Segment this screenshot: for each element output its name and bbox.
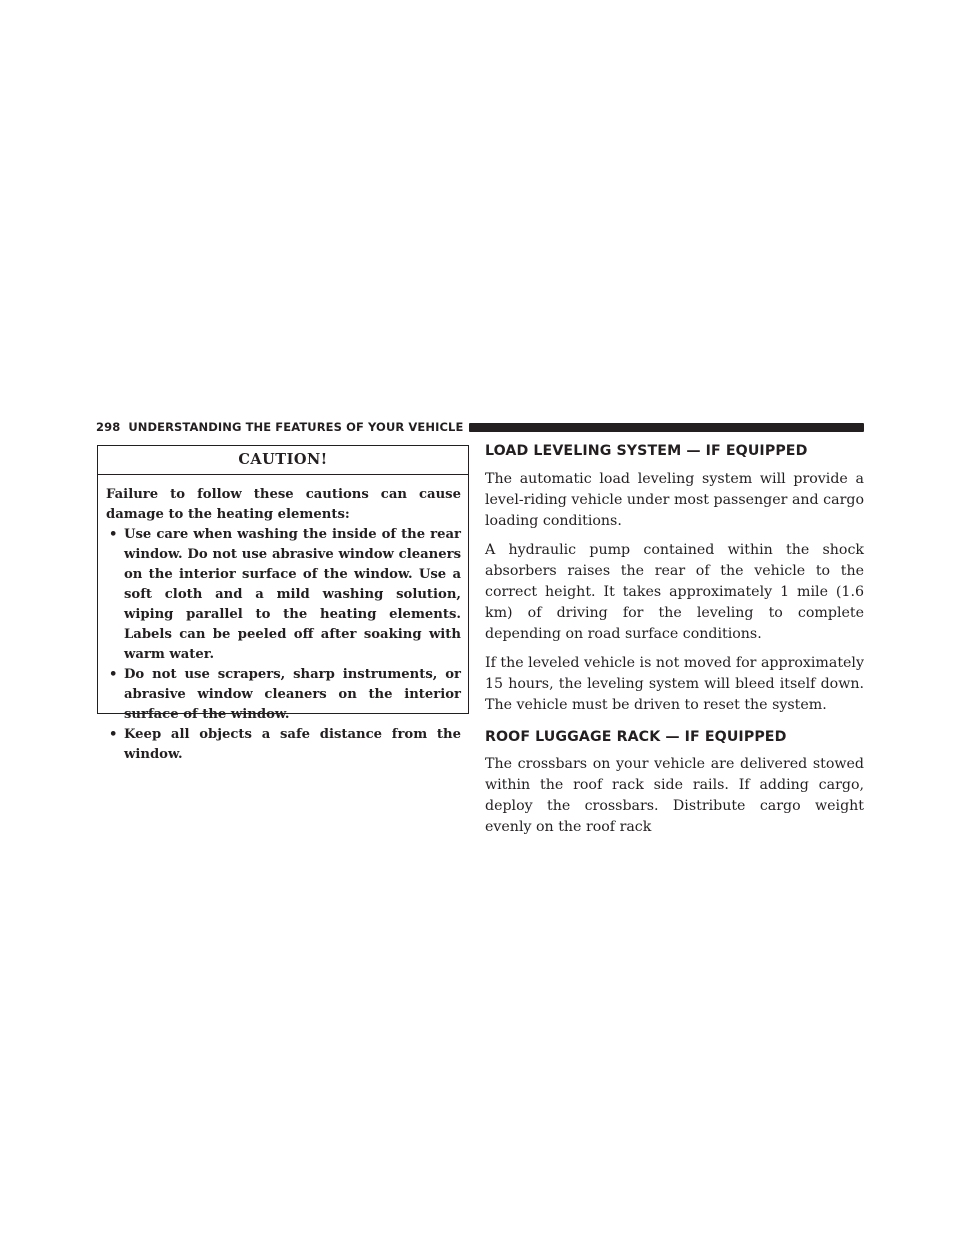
caution-body [98, 475, 468, 765]
header-rule [469, 423, 864, 432]
running-header [96, 420, 864, 434]
caution-list [106, 525, 461, 765]
bullet-icon: • [109, 527, 118, 542]
caution-item [106, 525, 461, 665]
caution-item-text: Keep all objects a safe distance from the window. [124, 727, 461, 762]
caution-item [106, 665, 461, 725]
caution-title: CAUTION! [98, 446, 468, 475]
caution-item [106, 725, 461, 765]
caution-item-text: Do not use scrapers, sharp instruments, or abrasive window cleaners on the interior surface of the window. [124, 667, 461, 722]
caution-item-text: Use care when washing the inside of the rear window. Do not use abrasive window cleaners on the interior surface of the window. Use a soft cloth and a mild washing solution, wiping parallel to the heating elements. Labels can be peeled off after soaking with warm water. [124, 527, 461, 662]
roof-rack-paragraph: The crossbars on your vehicle are delivered stowed within the roof rack side rails. If adding cargo, deploy the crossbars. Distribute cargo weight evenly on the roof rack [485, 756, 864, 835]
page-number: 298 [96, 420, 121, 434]
caution-intro: Failure to follow these cautions can cause damage to the heating elements: [106, 487, 461, 522]
bullet-icon: • [109, 727, 118, 742]
caution-box [97, 445, 469, 762]
bullet-icon: • [109, 667, 118, 682]
load-leveling-paragraph: The automatic load leveling system will provide a level-riding vehicle under most passenger and cargo loading conditions. [485, 471, 864, 529]
load-leveling-paragraph: If the leveled vehicle is not moved for approximately 15 hours, the leveling system will bleed itself down. The vehicle must be driven to reset the system. [485, 655, 864, 713]
load-leveling-paragraph: A hydraulic pump contained within the shock absorbers raises the rear of the vehicle to the correct height. It takes approximately 1 mile (1.6 km) of driving for the leveling to complete depending on road surface conditions. [485, 542, 864, 642]
section-title: UNDERSTANDING THE FEATURES OF YOUR VEHICLE [128, 420, 464, 434]
load-leveling-heading: LOAD LEVELING SYSTEM — IF EQUIPPED [485, 443, 808, 459]
right-column [485, 440, 864, 838]
roof-rack-heading: ROOF LUGGAGE RACK — IF EQUIPPED [485, 729, 787, 745]
